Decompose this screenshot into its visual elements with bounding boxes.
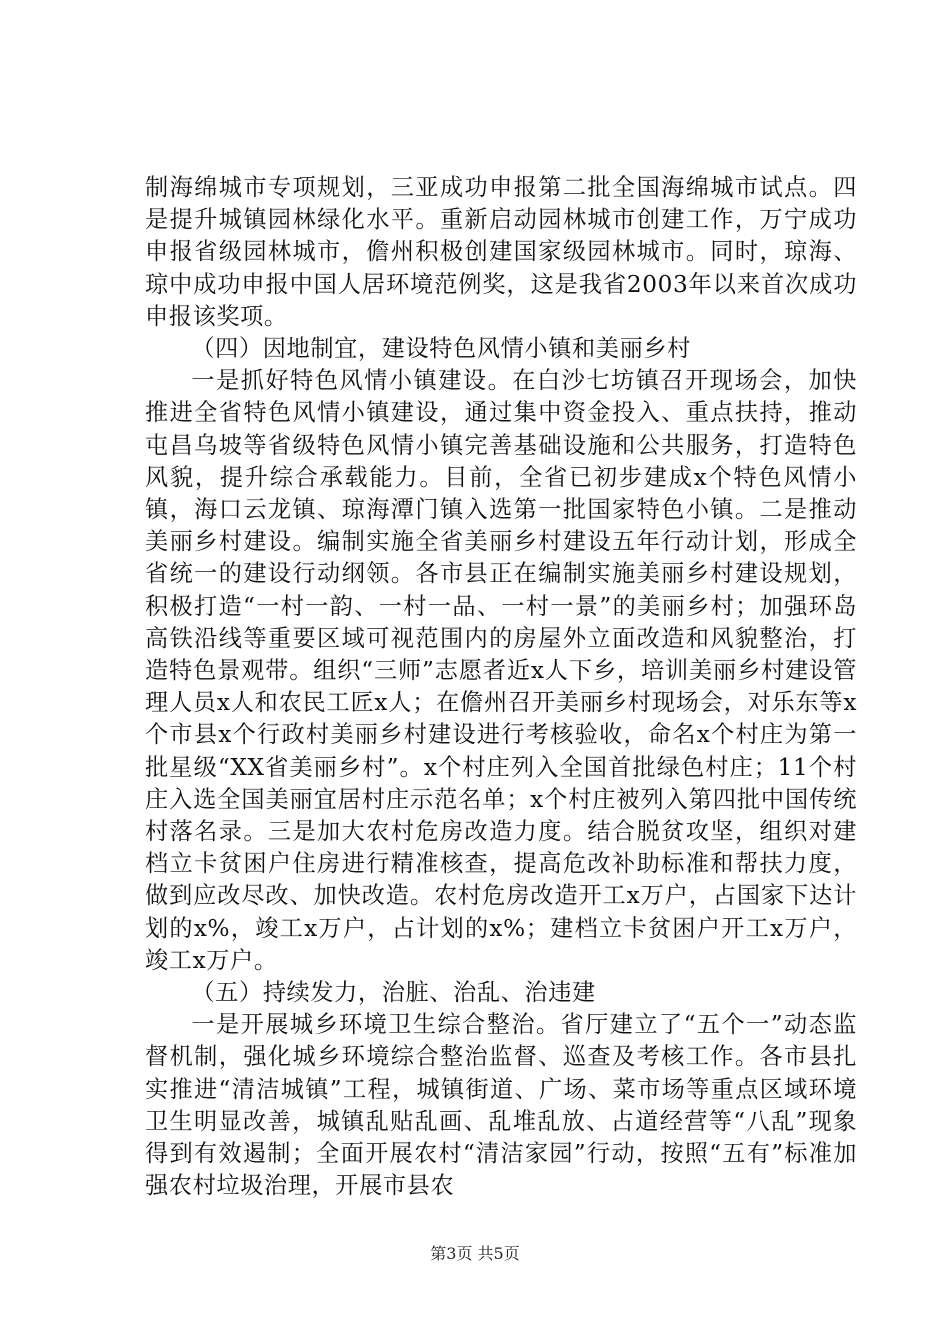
paragraph-towns-villages: 一是抓好特色风情小镇建设。在白沙七坊镇召开现场会，加快推进全省特色风情小镇建设，通过集中资金投入、重点扶持，推动屯昌乌坡等省级特色风情小镇完善基础设施和公共服务，打造特色风貌，提升综合承载能力。目前，全省已初步建成x个特色风情小镇，海口云龙镇、琼海潭门镇入选第一批国家特色小镇。二是推动美丽乡村建设。编制实施全省美丽乡村建设五年行动计划，形成全省统一的建设行动纲领。各市县正在编制实施美丽乡村建设规划，积极打造“一村一韵、一村一品、一村一景”的美丽乡村；加强环岛高铁沿线等重要区域可视范围内的房屋外立面改造和风貌整治，打造特色景观带。组织“三师”志愿者近x人下乡，培训美丽乡村建设管理人员x人和农民工匠x人；在儋州召开美丽乡村现场会，对乐东等x个市县x个行政村美丽乡村建设进行考核验收，命名x个村庄为第一批星级“XX省美丽乡村”。x个村庄列入全国首批绿色村庄；11个村庄入选全国美丽宜居村庄示范名单；x个村庄被列入第四批中国传统村落名录。三是加大农村危房改造力度。结合脱贫攻坚，组织对建档立卡贫困户住房进行精准核查，提高危改补助标准和帮扶力度，做到应改尽改、加快改造。农村危房改造开工x万户，占国家下达计划的x%，竣工x万户，占计划的x%；建档立卡贫困户开工x万户，竣工x万户。 <box>145 367 857 974</box>
section-heading-5: （五）持续发力，治脏、治乱、治违建 <box>191 979 596 1007</box>
body-text <box>145 172 857 1203</box>
paragraph-sponge-city: 制海绵城市专项规划，三亚成功申报第二批全国海绵城市试点。四是提升城镇园林绿化水平。重新启动园林城市创建工作，万宁成功申报省级园林城市，儋州积极创建国家级园林城市。同时，琼海、琼中成功申报中国人居环境范例奖，这是我省2003年以来首次成功申报该奖项。 <box>145 174 857 330</box>
section-heading-4: （四）因地制宜，建设特色风情小镇和美丽乡村 <box>191 335 691 363</box>
page-footer: 第3页 共5页 <box>430 1244 520 1263</box>
paragraph-sanitation: 一是开展城乡环境卫生综合整治。省厅建立了“五个一”动态监督机制，强化城乡环境综合整治监督、巡查及考核工作。各市县扎实推进“清洁城镇”工程，城镇街道、广场、菜市场等重点区域环境卫生明显改善，城镇乱贴乱画、乱堆乱放、占道经营等“八乱”现象得到有效遏制；全面开展农村“清洁家园”行动，按照“五有”标准加强农村垃圾治理，开展市县农 <box>145 1011 857 1200</box>
